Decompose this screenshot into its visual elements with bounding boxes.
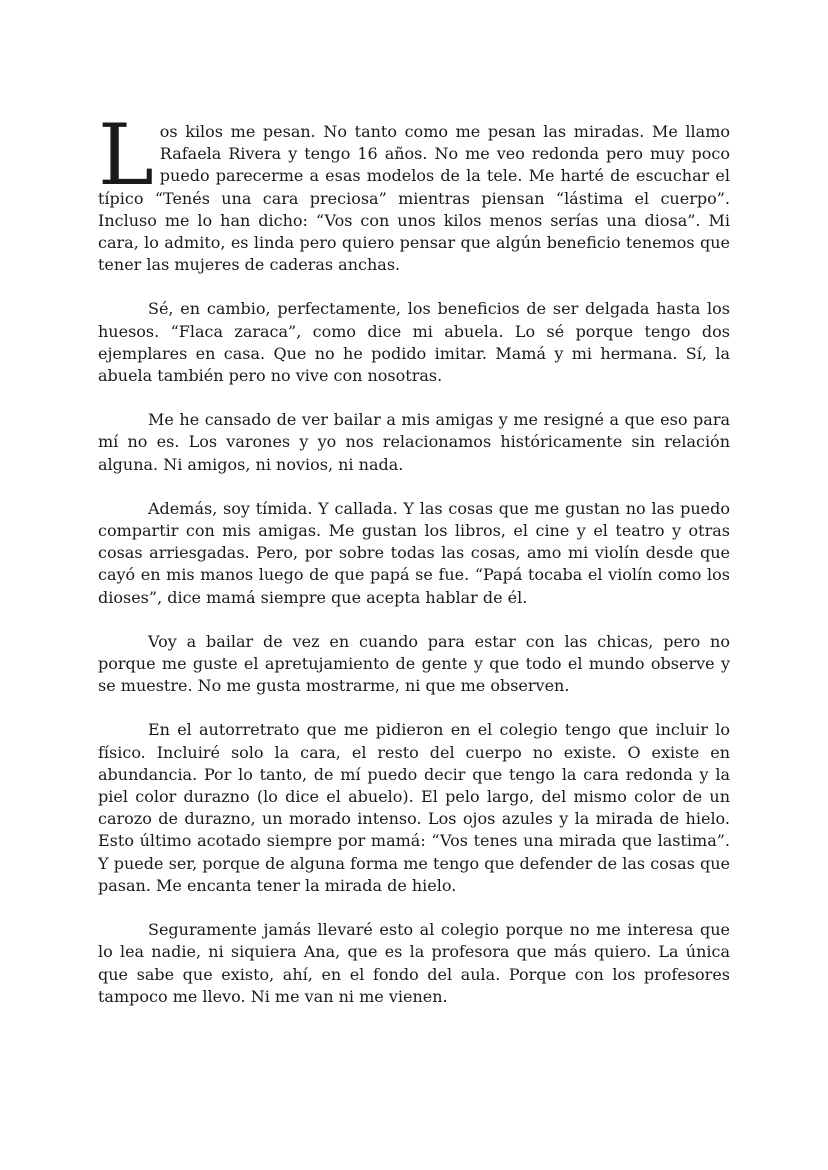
paragraph-4: Además, soy tímida. Y callada. Y las cosas que me gustan no las puedo compartir con mis amigas. Me gustan los libros, el cine y el teatro y otras cosas arriesgadas. Pero, por sobre todas las cosas, amo mi violín desde que cayó en mis manos luego de que papá se fue. “Papá tocaba el violín como los dioses”, dice mamá siempre que acepta hablar de él. <box>98 498 730 607</box>
drop-cap: L <box>98 106 154 204</box>
paragraph-1-text: os kilos me pesan. No tanto como me pesan las miradas. Me llamo Rafaela Rivera y tengo 16 años. No me veo redonda pero muy poco puedo parecerme a esas modelos de la tele. Me harté de escuchar el típico “Tenés una cara preciosa” mientras piensan “lástima el cuerpo”. Incluso me lo han dicho: “Vos con unos kilos menos serías una diosa”. Mi cara, lo admito, es linda pero quiero pensar que algún beneficio tenemos que tener las mujeres de caderas anchas. <box>98 122 730 275</box>
paragraph-2: Sé, en cambio, perfectamente, los beneficios de ser delgada hasta los huesos. “Flaca zaraca”, como dice mi abuela. Lo sé porque tengo dos ejemplares en casa. Que no he podido imitar. Mamá y mi hermana. Sí, la abuela también pero no vive con nosotras. <box>98 299 730 386</box>
paragraph-6: En el autorretrato que me pidieron en el colegio tengo que incluir lo físico. Incluiré solo la cara, el resto del cuerpo no existe. O existe en abundancia. Por lo tanto, de mí puedo decir que tengo la cara redonda y la piel color durazno (lo dice el abuelo). El pelo largo, del mismo color de un carozo de durazno, un morado intenso. Los ojos azules y la mirada de hielo. Esto último acotado siempre por mamá: “Vos tenes una mirada que lastima”. Y puede ser, porque de alguna forma me tengo que defender de las cosas que pasan. Me encanta tener la mirada de hielo. <box>98 720 730 895</box>
paragraph-1 <box>98 106 730 276</box>
paragraph-3: Me he cansado de ver bailar a mis amigas y me resigné a que eso para mí no es. Los varones y yo nos relacionamos históricamente sin relación alguna. Ni amigos, ni novios, ni nada. <box>98 410 730 474</box>
body-text <box>98 106 730 1030</box>
paragraph-7: Seguramente jamás llevaré esto al colegio porque no me interesa que lo lea nadie, ni siquiera Ana, que es la profesora que más quiero. La única que sabe que existo, ahí, en el fondo del aula. Porque con los profesores tampoco me llevo. Ni me van ni me vienen. <box>98 920 730 1006</box>
paragraph-5: Voy a bailar de vez en cuando para estar con las chicas, pero no porque me guste el apretujamiento de gente y que todo el mundo observe y se muestre. No me gusta mostrarme, ni que me observen. <box>98 631 730 696</box>
